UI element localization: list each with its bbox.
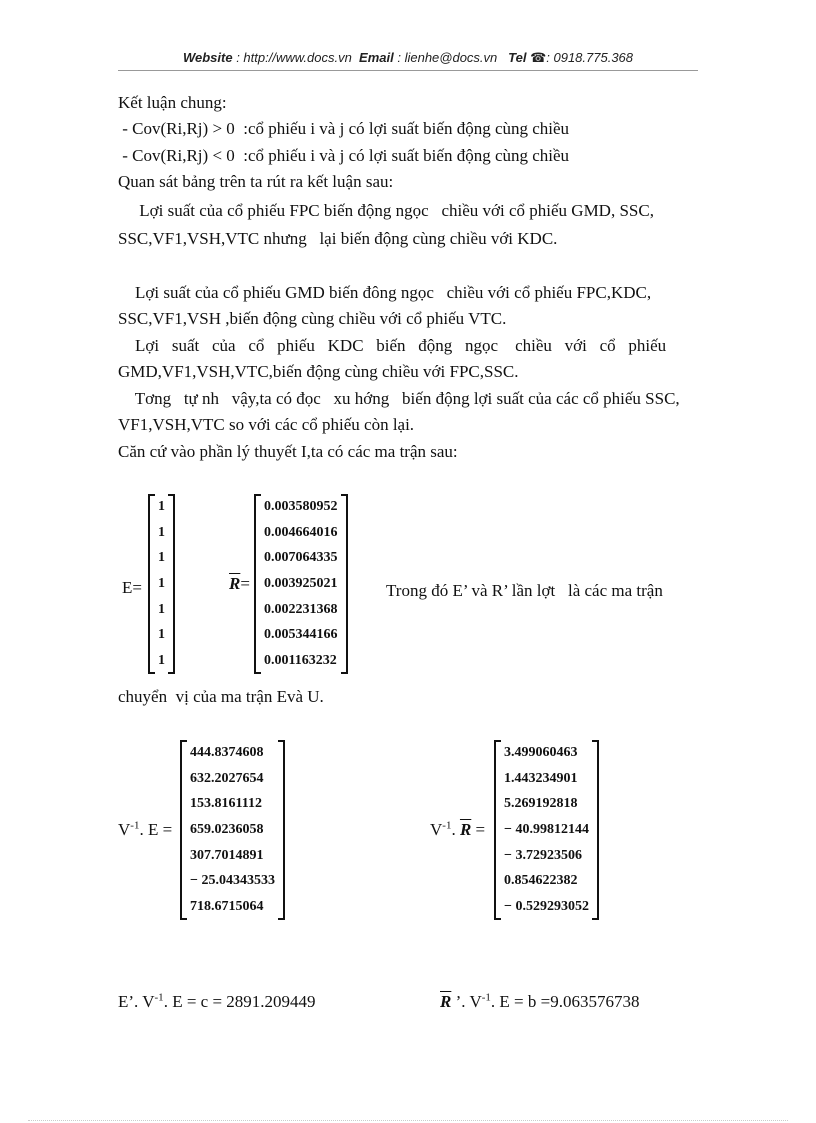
matrix-cell: 0.854622382 [504, 873, 578, 889]
vr-label-v: V [430, 820, 443, 839]
matrix-cell: 1 [158, 653, 165, 669]
line-tuong-tu-1: Tơng tự nh vậy,ta có đọc xu hớng biến động lợi suất của các cổ phiếu SSC, [118, 389, 680, 408]
matrix-cell: 444.8374608 [190, 745, 264, 760]
matrix-cell: 153.8161112 [190, 796, 262, 812]
r-bar-symbol: $\overline{R}$ [229, 574, 241, 593]
vr-label-sup: -1 [442, 819, 452, 832]
matrix-cell: 632.2027654 [190, 770, 264, 786]
matrix-cell: 1 [158, 499, 165, 514]
line-kdc-1: Lợi suất của cổ phiếu KDC biến động ngọc chiều với cổ phiếu [118, 336, 667, 355]
line-quan-sat: Quan sát bảng trên ta rút ra kết luận sau: [118, 172, 394, 191]
header-divider [118, 70, 698, 71]
ve-vector [180, 740, 285, 920]
matrix-cell: 0.004664016 [264, 524, 338, 540]
line-gmd-2: SSC,VF1,VSH ,biến động cùng chiều với cổ phiếu VTC. [118, 309, 507, 328]
vr-vector [494, 740, 599, 920]
result-b-post: . E = b =9.063576738 [490, 992, 640, 1011]
ve-label-v: V [118, 820, 131, 839]
matrix-cell: − 25.04343533 [190, 873, 275, 889]
line-cov-positive: - Cov(Ri,Rj) > 0 :cổ phiếu i và j có lợi suất biến động cùng chiều [118, 119, 570, 138]
matrix-cell: 0.005344166 [264, 627, 338, 643]
matrix-cell: 1 [158, 576, 165, 592]
result-b-r: $\overline{R}$ [440, 992, 452, 1011]
e-label: E= [122, 578, 142, 597]
matrix-cell: 3.499060463 [504, 745, 578, 760]
result-c [118, 992, 316, 1012]
note-transpose: Trong đó E’ và R’ lần lợt là các ma trận [386, 581, 663, 600]
matrix-cell: 5.269192818 [504, 796, 578, 812]
result-c-post: . E = c = 2891.209449 [163, 992, 316, 1011]
matrix-cell: 1.443234901 [504, 770, 578, 786]
result-c-sup: -1 [154, 991, 164, 1004]
ve-label [118, 820, 172, 840]
line-fpc-2: SSC,VF1,VSH,VTC nhưng lại biến động cùng chiều với KDC. [118, 229, 558, 248]
matrix-cell: 0.007064335 [264, 550, 338, 566]
phone-icon: ☎ [530, 50, 547, 65]
matrix-cell: 1 [158, 524, 165, 540]
vr-label-r: $\overline{R}$ [459, 820, 472, 839]
r-eq: = [240, 574, 250, 593]
matrix-cell: 0.003925021 [264, 576, 338, 592]
matrix-cell: 1 [158, 627, 165, 643]
email-label: Email [359, 50, 394, 65]
matrix-cell: 718.6715064 [190, 899, 264, 915]
e-vector [148, 494, 175, 674]
r-label [229, 574, 250, 594]
matrix-cell: − 40.99812144 [504, 822, 589, 838]
matrix-cell: 0.001163232 [264, 653, 337, 669]
email-value: : lienhe@docs.vn [397, 50, 498, 65]
matrix-cell: 307.7014891 [190, 847, 264, 863]
result-b-pre: ’. V [451, 992, 482, 1011]
page-header [0, 50, 816, 66]
matrix-cell: 0.003580952 [264, 499, 338, 514]
matrix-cell: 659.0236058 [190, 822, 264, 838]
matrix-cell: 1 [158, 601, 165, 617]
result-b [440, 992, 639, 1012]
line-fpc-1: Lợi suất của cổ phiếu FPC biến động ngọc chiều với cổ phiếu GMD, SSC, [118, 201, 654, 220]
vr-label-dot: . [451, 820, 460, 839]
r-vector [254, 494, 348, 674]
line-can-cu: Căn cứ vào phần lý thuyết I,ta có các ma trận sau: [118, 442, 458, 461]
line-chuyen-vi: chuyển vị của ma trận Evà U. [118, 687, 324, 706]
matrix-cell: − 0.529293052 [504, 899, 589, 915]
line-gmd-1: Lợi suất của cổ phiếu GMD biến đông ngọc chiều với cổ phiếu FPC,KDC, [118, 283, 652, 302]
result-c-pre: E’. V [118, 992, 155, 1011]
matrix-cell: 1 [158, 550, 165, 566]
ve-label-rest: . E = [139, 820, 173, 839]
matrix-cell: − 3.72923506 [504, 847, 582, 863]
tel-label: Tel [508, 50, 527, 65]
line-ket-luan: Kết luận chung: [118, 93, 227, 112]
result-b-sup: -1 [481, 991, 491, 1004]
matrix-cell: 0.002231368 [264, 601, 338, 617]
website-value: : http://www.docs.vn [236, 50, 352, 65]
vr-label [430, 820, 485, 840]
line-kdc-2: GMD,VF1,VSH,VTC,biến động cùng chiều với FPC,SSC. [118, 362, 519, 381]
line-cov-negative: - Cov(Ri,Rj) < 0 :cổ phiếu i và j có lợi suất biến động cùng chiều [118, 146, 570, 165]
tel-value: : 0918.775.368 [546, 50, 634, 65]
footer-divider [28, 1120, 788, 1121]
vr-label-eq: = [471, 820, 486, 839]
website-label: Website [182, 50, 233, 65]
ve-label-sup: -1 [130, 819, 140, 832]
line-tuong-tu-2: VF1,VSH,VTC so với các cổ phiếu còn lại. [118, 415, 415, 434]
